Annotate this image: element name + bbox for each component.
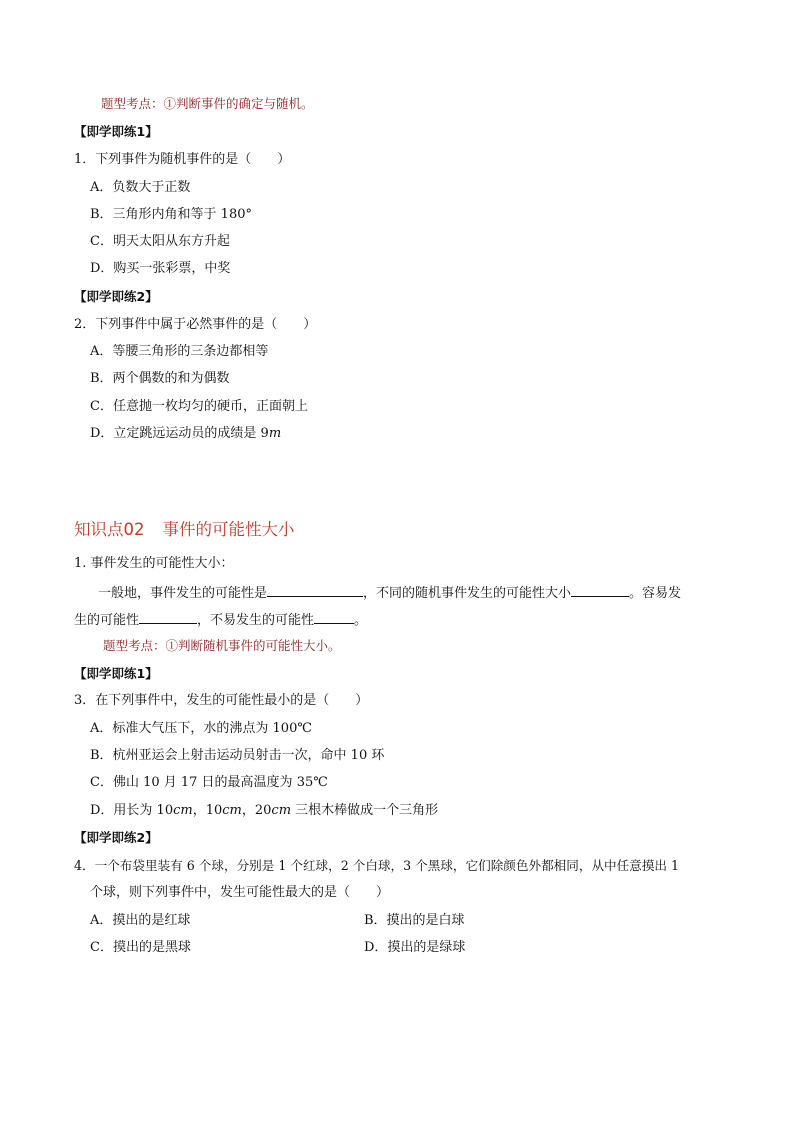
section-1-heading: 1. 事件发生的可能性大小： xyxy=(74,556,234,571)
question-4-stem-line-1: 4．一个布袋里装有 6 个球，分别是 1 个红球，2 个白球，3 个黑球，它们除颜色外都相同，从中任意摸出 1 xyxy=(74,858,680,873)
fill-blank[interactable] xyxy=(571,583,629,597)
question-2-option-b: B．两个偶数的和为偶数 xyxy=(90,371,230,386)
text-segment: ，10 xyxy=(192,803,223,818)
knowledge-point-heading xyxy=(74,519,295,541)
tip-text: ①判断事件的确定与随机。 xyxy=(163,96,314,111)
practice-title-3: 【即学即练1】 xyxy=(74,666,158,681)
knowledge-point-title: 事件的可能性大小 xyxy=(162,520,295,539)
question-4-option-d: D．摸出的是绿球 xyxy=(364,940,466,955)
fill-blank[interactable] xyxy=(267,583,363,597)
question-1-option-b: B．三角形内角和等于 180° xyxy=(90,207,252,222)
question-1-option-d: D．购买一张彩票，中奖 xyxy=(90,261,231,276)
tip-text: ①判断随机事件的可能性大小。 xyxy=(165,638,341,653)
text-segment: 。容易发 xyxy=(629,586,682,601)
unit-cm: cm xyxy=(173,803,193,818)
text-segment: 。 xyxy=(354,613,368,628)
question-4-stem-line-2: 个球，则下列事件中，发生可能性最大的是（ ） xyxy=(90,885,390,900)
text-segment: 生的可能性 xyxy=(74,613,140,628)
tip-label: 题型考点： xyxy=(103,638,166,653)
knowledge-point-number: 知识点02 xyxy=(74,520,145,539)
question-3-option-c: C．佛山 10 月 17 日的最高温度为 35℃ xyxy=(90,775,328,790)
question-2-option-c: C．任意抛一枚均匀的硬币，正面朝上 xyxy=(90,399,308,414)
question-2-option-a: A．等腰三角形的三条边都相等 xyxy=(90,344,269,359)
option-d-text: D．立定跳远运动员的成绩是 9 xyxy=(90,426,269,441)
question-4-option-a: A．摸出的是红球 xyxy=(90,913,191,928)
question-4-option-c: C．摸出的是黑球 xyxy=(90,940,191,955)
tip-label: 题型考点： xyxy=(101,96,164,111)
text-segment: ，不易发生的可能性 xyxy=(197,613,315,628)
fill-blank[interactable] xyxy=(139,610,197,624)
practice-title-2: 【即学即练2】 xyxy=(74,289,158,304)
question-3-stem: 3．在下列事件中，发生的可能性最小的是（ ） xyxy=(74,693,369,708)
question-1-option-c: C．明天太阳从东方升起 xyxy=(90,234,230,249)
question-2-stem: 2．下列事件中属于必然事件的是（ ） xyxy=(74,317,317,332)
question-3-option-b: B．杭州亚运会上射击运动员射击一次，命中 10 环 xyxy=(90,748,385,763)
unit-m: m xyxy=(268,426,282,441)
text-segment: ，20 xyxy=(241,803,272,818)
unit-cm: cm xyxy=(271,803,292,818)
question-1-option-a: A．负数大于正数 xyxy=(90,180,191,195)
text-segment: 三根木棒做成一个三角形 xyxy=(291,803,439,818)
question-1-stem: 1．下列事件为随机事件的是（ ） xyxy=(74,152,291,167)
question-4-option-b: B．摸出的是白球 xyxy=(364,913,465,928)
practice-title-4: 【即学即练2】 xyxy=(74,830,158,845)
text-segment: 一般地，事件发生的可能性是 xyxy=(98,586,268,601)
fill-blank[interactable] xyxy=(314,610,354,624)
section-1-paragraph-line-2 xyxy=(74,610,367,630)
question-3-option-a: A．标准大气压下，水的沸点为 100℃ xyxy=(90,721,312,736)
question-2-option-d xyxy=(90,425,281,443)
tip-question-type-1 xyxy=(101,95,314,113)
text-segment: D．用长为 10 xyxy=(90,803,174,818)
tip-question-type-2 xyxy=(103,637,341,655)
unit-cm: cm xyxy=(222,803,242,818)
section-1-paragraph-line-1 xyxy=(98,583,681,603)
practice-title-1: 【即学即练1】 xyxy=(74,124,158,139)
question-3-option-d xyxy=(90,802,438,820)
text-segment: ，不同的随机事件发生的可能性大小 xyxy=(363,586,572,601)
